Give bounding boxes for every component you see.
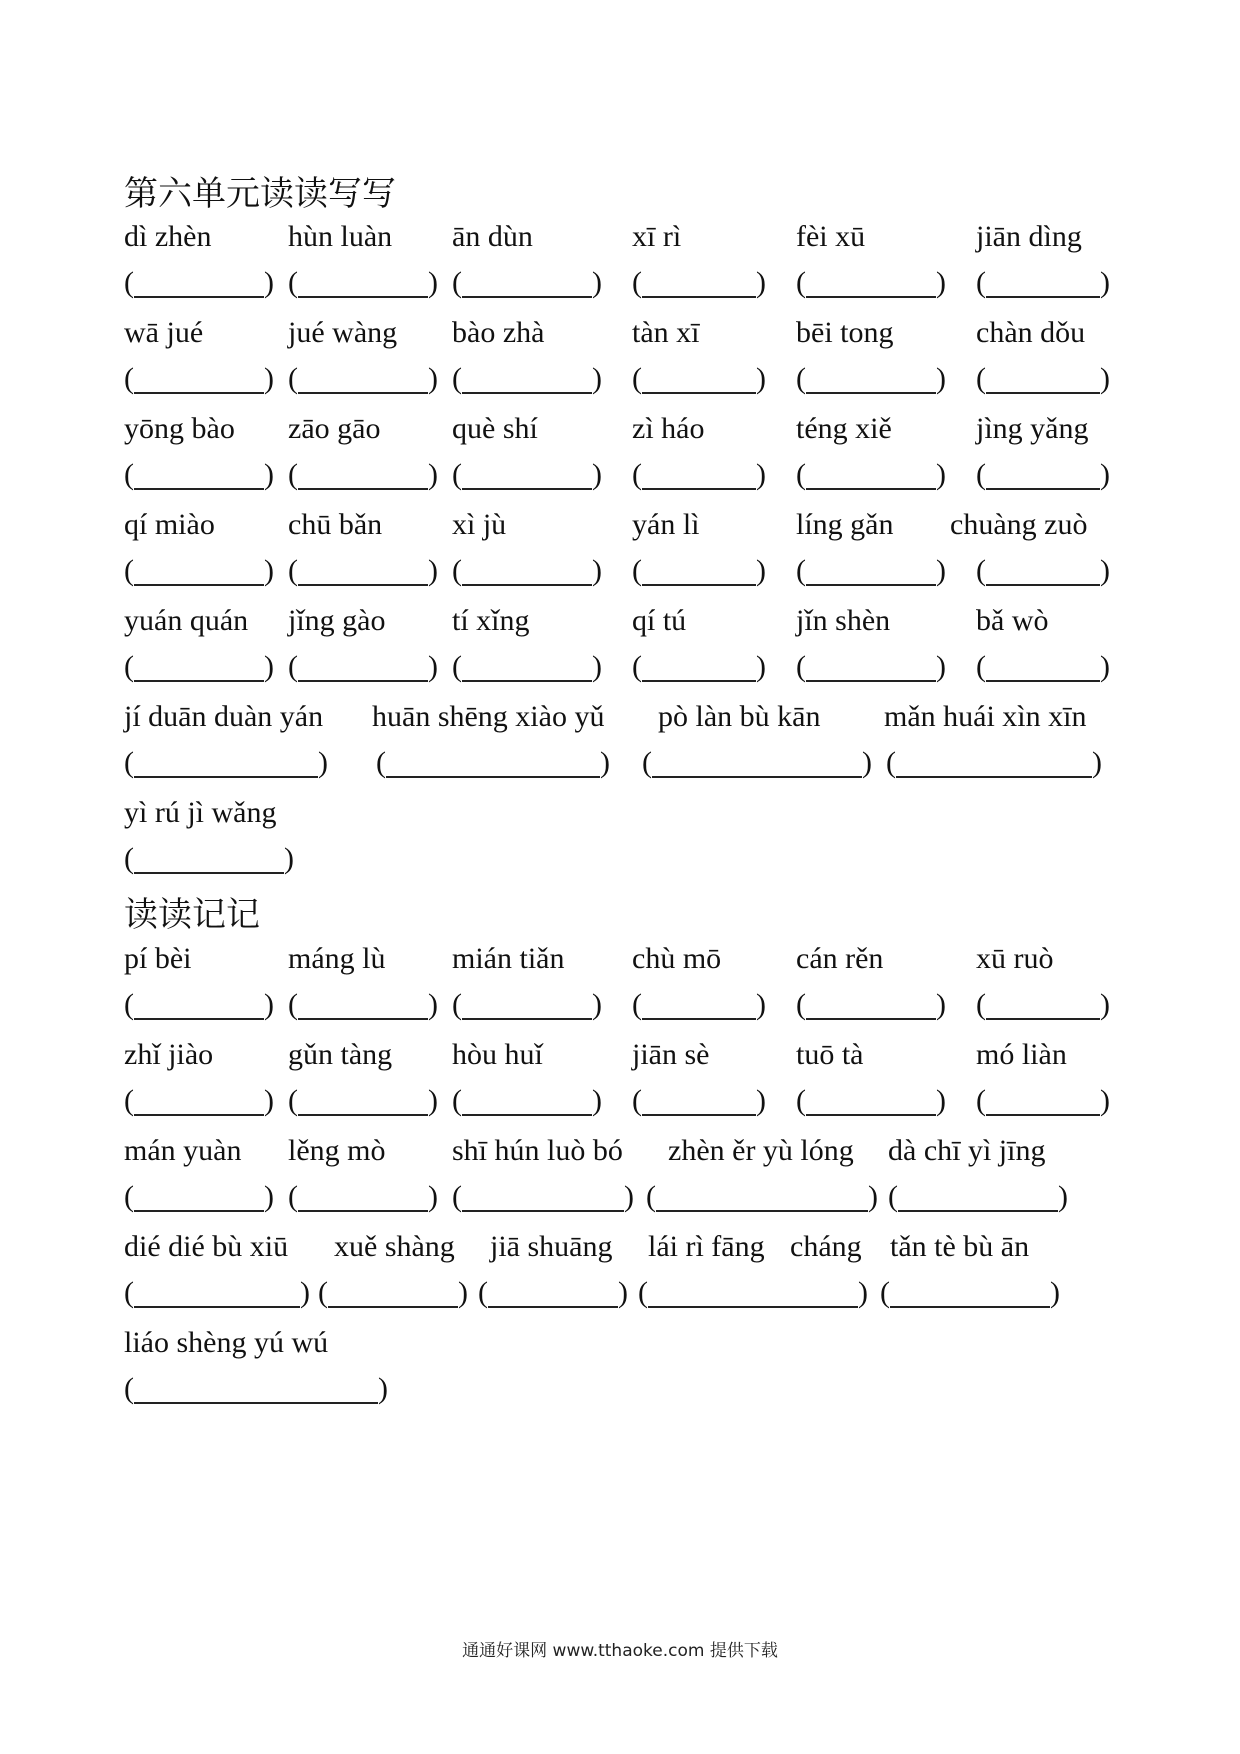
blank-line[interactable] [298,296,428,298]
blank-line[interactable] [986,584,1100,586]
pinyin-word: xì jù [452,508,507,541]
answer-blank[interactable] [124,364,274,398]
blank-line[interactable] [642,584,756,586]
blank-line[interactable] [386,776,600,778]
open-paren: ( [318,1276,328,1309]
answer-blank[interactable] [632,556,766,590]
pinyin-word: cháng [790,1230,862,1263]
blank-line[interactable] [134,680,264,682]
close-paren: ) [428,650,438,683]
answer-blank[interactable] [124,844,294,878]
open-paren: ( [124,362,134,395]
blank-line[interactable] [806,1018,936,1020]
close-paren: ) [936,554,946,587]
answer-blank[interactable] [976,460,1110,494]
close-paren: ) [1050,1276,1060,1309]
pinyin-word: jí duān duàn yán [124,700,324,733]
close-paren: ) [756,362,766,395]
close-paren: ) [936,266,946,299]
blank-line[interactable] [134,1018,264,1020]
close-paren: ) [592,458,602,491]
pinyin-word: mián tiǎn [452,942,565,975]
answer-blank[interactable] [288,652,438,686]
close-paren: ) [428,1084,438,1117]
pinyin-word: zì háo [632,412,705,445]
blank-line[interactable] [462,1018,592,1020]
open-paren: ( [124,842,134,875]
close-paren: ) [858,1276,868,1309]
open-paren: ( [638,1276,648,1309]
close-paren: ) [756,266,766,299]
open-paren: ( [288,1180,298,1213]
blank-line[interactable] [134,488,264,490]
pinyin-word: tí xǐng [452,604,530,637]
answer-blank[interactable] [288,1086,438,1120]
open-paren: ( [796,650,806,683]
open-paren: ( [124,1276,134,1309]
open-paren: ( [452,362,462,395]
answer-blank[interactable] [288,460,438,494]
close-paren: ) [264,650,274,683]
blank-line[interactable] [642,296,756,298]
close-paren: ) [1100,1084,1110,1117]
answer-blank[interactable] [124,1086,274,1120]
open-paren: ( [976,650,986,683]
open-paren: ( [288,266,298,299]
open-paren: ( [796,988,806,1021]
answer-blank[interactable] [452,364,602,398]
pinyin-word: jué wàng [288,316,398,349]
section1-title: 第六单元读读写写 [124,174,396,214]
answer-blank[interactable] [124,1374,388,1408]
blank-line[interactable] [134,1114,264,1116]
blank-line[interactable] [642,392,756,394]
open-paren: ( [124,1372,134,1405]
footer-credit: 通通好课网 www.tthaoke.com 提供下载 [462,1641,778,1661]
answer-blank[interactable] [124,460,274,494]
open-paren: ( [796,266,806,299]
blank-line[interactable] [298,488,428,490]
close-paren: ) [592,1084,602,1117]
pinyin-word: qí miào [124,508,215,541]
blank-line[interactable] [986,1018,1100,1020]
pinyin-word: zhèn ěr yù lóng [668,1134,854,1167]
answer-blank[interactable] [124,652,274,686]
pinyin-word: wā jué [124,316,204,349]
answer-blank[interactable] [796,990,946,1024]
open-paren: ( [124,650,134,683]
open-paren: ( [452,988,462,1021]
answer-blank[interactable] [452,268,602,302]
pinyin-word: xuě shàng [334,1230,455,1263]
pinyin-word: jǐng gào [288,604,386,637]
answer-blank[interactable] [124,268,274,302]
answer-blank[interactable] [976,268,1110,302]
answer-blank[interactable] [288,364,438,398]
answer-blank[interactable] [288,268,438,302]
close-paren: ) [264,362,274,395]
answer-blank[interactable] [124,990,274,1024]
close-paren: ) [264,1180,274,1213]
pinyin-word: hùn luàn [288,220,393,253]
open-paren: ( [976,362,986,395]
pinyin-word: chàn dǒu [976,316,1086,349]
blank-line[interactable] [898,1210,1058,1212]
answer-blank[interactable] [976,990,1110,1024]
blank-line[interactable] [806,680,936,682]
open-paren: ( [632,988,642,1021]
blank-line[interactable] [462,1114,592,1116]
answer-blank[interactable] [124,748,328,782]
open-paren: ( [288,650,298,683]
pinyin-word: dì zhèn [124,220,212,253]
blank-line[interactable] [642,680,756,682]
pinyin-word: tǎn tè bù ān [890,1230,1030,1263]
close-paren: ) [378,1372,388,1405]
pinyin-word: mán yuàn [124,1134,242,1167]
open-paren: ( [646,1180,656,1213]
open-paren: ( [888,1180,898,1213]
answer-blank[interactable] [796,1086,946,1120]
blank-line[interactable] [642,1018,756,1020]
close-paren: ) [756,650,766,683]
answer-blank[interactable] [632,460,766,494]
blank-line[interactable] [298,1210,428,1212]
close-paren: ) [600,746,610,779]
pinyin-word: gǔn tàng [288,1038,393,1071]
blank-line[interactable] [298,680,428,682]
pinyin-word: pò làn bù kān [658,700,821,733]
answer-blank[interactable] [976,364,1110,398]
pinyin-word: shī hún luò bó [452,1134,623,1167]
pinyin-word: què shí [452,412,538,445]
pinyin-word: xī rì [632,220,682,253]
pinyin-word: lái rì fāng [648,1230,765,1263]
blank-line[interactable] [328,1306,458,1308]
open-paren: ( [288,988,298,1021]
open-paren: ( [288,1084,298,1117]
blank-line[interactable] [986,1114,1100,1116]
close-paren: ) [428,458,438,491]
open-paren: ( [452,1084,462,1117]
open-paren: ( [452,650,462,683]
pinyin-word: tàn xī [632,316,700,349]
answer-blank[interactable] [288,990,438,1024]
close-paren: ) [264,1084,274,1117]
blank-line[interactable] [896,776,1092,778]
answer-blank[interactable] [452,990,602,1024]
pinyin-word: yì rú jì wǎng [124,796,277,829]
blank-line[interactable] [462,680,592,682]
answer-blank[interactable] [632,364,766,398]
pinyin-word: pí bèi [124,942,192,975]
blank-line[interactable] [986,680,1100,682]
open-paren: ( [642,746,652,779]
answer-blank[interactable] [452,1086,602,1120]
close-paren: ) [318,746,328,779]
open-paren: ( [478,1276,488,1309]
open-paren: ( [124,746,134,779]
close-paren: ) [936,1084,946,1117]
close-paren: ) [428,362,438,395]
close-paren: ) [1100,362,1110,395]
pinyin-word: zhǐ jiào [124,1038,214,1071]
close-paren: ) [264,266,274,299]
close-paren: ) [936,458,946,491]
blank-line[interactable] [134,1210,264,1212]
answer-blank[interactable] [452,652,602,686]
close-paren: ) [756,1084,766,1117]
section2-title: 读读记记 [124,895,260,935]
answer-blank[interactable] [288,1182,438,1216]
pinyin-word: fèi xū [796,220,866,253]
close-paren: ) [1100,650,1110,683]
close-paren: ) [756,988,766,1021]
blank-line[interactable] [488,1306,618,1308]
answer-blank[interactable] [796,460,946,494]
answer-blank[interactable] [478,1278,628,1312]
pinyin-word: jìng yǎng [976,412,1089,445]
answer-blank[interactable] [976,556,1110,590]
blank-line[interactable] [298,584,428,586]
answer-blank[interactable] [796,364,946,398]
open-paren: ( [288,554,298,587]
blank-line[interactable] [656,1210,868,1212]
close-paren: ) [1100,554,1110,587]
open-paren: ( [124,266,134,299]
answer-blank[interactable] [638,1278,868,1312]
pinyin-word: dié dié bù xiū [124,1230,289,1263]
blank-line[interactable] [134,296,264,298]
close-paren: ) [756,458,766,491]
close-paren: ) [624,1180,634,1213]
close-paren: ) [618,1276,628,1309]
blank-line[interactable] [462,1210,624,1212]
close-paren: ) [428,554,438,587]
pinyin-word: xū ruò [976,942,1054,975]
answer-blank[interactable] [452,460,602,494]
close-paren: ) [1100,266,1110,299]
close-paren: ) [936,988,946,1021]
pinyin-word: mǎn huái xìn xīn [884,700,1087,733]
close-paren: ) [264,554,274,587]
blank-line[interactable] [298,392,428,394]
answer-blank[interactable] [886,748,1102,782]
blank-line[interactable] [134,872,284,874]
pinyin-word: zāo gāo [288,412,381,445]
open-paren: ( [796,458,806,491]
pinyin-word: hòu huǐ [452,1038,543,1071]
pinyin-word: jiān dìng [976,220,1082,253]
pinyin-word: yán lì [632,508,700,541]
pinyin-word: bēi tong [796,316,894,349]
pinyin-word: ān dùn [452,220,533,253]
blank-line[interactable] [134,776,318,778]
answer-blank[interactable] [632,1086,766,1120]
answer-blank[interactable] [976,1086,1110,1120]
open-paren: ( [124,458,134,491]
open-paren: ( [632,362,642,395]
pinyin-word: cán rěn [796,942,884,975]
pinyin-word: tuō tà [796,1038,864,1071]
close-paren: ) [862,746,872,779]
open-paren: ( [632,1084,642,1117]
pinyin-word: bào zhà [452,316,545,349]
close-paren: ) [428,988,438,1021]
pinyin-word: qí tú [632,604,687,637]
blank-line[interactable] [134,392,264,394]
open-paren: ( [976,554,986,587]
blank-line[interactable] [134,584,264,586]
blank-line[interactable] [890,1306,1050,1308]
blank-line[interactable] [806,584,936,586]
open-paren: ( [452,554,462,587]
open-paren: ( [632,266,642,299]
pinyin-word: téng xiě [796,412,892,445]
answer-blank[interactable] [376,748,610,782]
pinyin-word: chū bǎn [288,508,383,541]
answer-blank[interactable] [796,652,946,686]
open-paren: ( [124,988,134,1021]
open-paren: ( [796,362,806,395]
close-paren: ) [300,1276,310,1309]
answer-blank[interactable] [796,556,946,590]
open-paren: ( [376,746,386,779]
close-paren: ) [1092,746,1102,779]
open-paren: ( [880,1276,890,1309]
open-paren: ( [452,266,462,299]
blank-line[interactable] [806,488,936,490]
close-paren: ) [428,1180,438,1213]
answer-blank[interactable] [642,748,872,782]
answer-blank[interactable] [632,990,766,1024]
pinyin-word: bǎ wò [976,604,1049,637]
pinyin-word: jiān sè [632,1038,710,1071]
answer-blank[interactable] [632,268,766,302]
pinyin-word: líng gǎn [796,508,894,541]
answer-blank[interactable] [888,1182,1068,1216]
answer-blank[interactable] [452,556,602,590]
open-paren: ( [452,458,462,491]
pinyin-word: yōng bào [124,412,235,445]
answer-blank[interactable] [452,1182,634,1216]
close-paren: ) [756,554,766,587]
open-paren: ( [288,362,298,395]
blank-line[interactable] [462,488,592,490]
close-paren: ) [264,988,274,1021]
blank-line[interactable] [462,584,592,586]
pinyin-word: huān shēng xiào yǔ [372,700,605,733]
answer-blank[interactable] [632,652,766,686]
open-paren: ( [124,1084,134,1117]
close-paren: ) [458,1276,468,1309]
pinyin-word: chuàng zuò [950,508,1088,541]
open-paren: ( [632,458,642,491]
open-paren: ( [976,1084,986,1117]
blank-line[interactable] [648,1306,858,1308]
open-paren: ( [976,458,986,491]
pinyin-word: yuán quán [124,604,249,637]
answer-blank[interactable] [124,1278,310,1312]
close-paren: ) [284,842,294,875]
answer-blank[interactable] [880,1278,1060,1312]
open-paren: ( [288,458,298,491]
open-paren: ( [632,554,642,587]
blank-line[interactable] [806,392,936,394]
blank-line[interactable] [806,1114,936,1116]
blank-line[interactable] [806,296,936,298]
blank-line[interactable] [986,296,1100,298]
close-paren: ) [1100,988,1110,1021]
open-paren: ( [452,1180,462,1213]
open-paren: ( [976,266,986,299]
blank-line[interactable] [134,1306,300,1308]
answer-blank[interactable] [124,1182,274,1216]
pinyin-word: lěng mò [288,1134,386,1167]
pinyin-word: mó liàn [976,1038,1067,1071]
pinyin-word: jiā shuāng [490,1230,613,1263]
close-paren: ) [592,650,602,683]
blank-line[interactable] [652,776,862,778]
blank-line[interactable] [298,1018,428,1020]
close-paren: ) [936,650,946,683]
answer-blank[interactable] [796,268,946,302]
pinyin-word: jǐn shèn [796,604,891,637]
pinyin-word: chù mō [632,942,722,975]
close-paren: ) [264,458,274,491]
blank-line[interactable] [642,1114,756,1116]
answer-blank[interactable] [124,556,274,590]
open-paren: ( [124,1180,134,1213]
blank-line[interactable] [462,392,592,394]
open-paren: ( [796,554,806,587]
answer-blank[interactable] [976,652,1110,686]
close-paren: ) [592,266,602,299]
answer-blank[interactable] [288,556,438,590]
blank-line[interactable] [986,488,1100,490]
open-paren: ( [976,988,986,1021]
pinyin-word: máng lù [288,942,386,975]
answer-blank[interactable] [318,1278,468,1312]
open-paren: ( [632,650,642,683]
blank-line[interactable] [298,1114,428,1116]
close-paren: ) [592,362,602,395]
close-paren: ) [592,988,602,1021]
open-paren: ( [796,1084,806,1117]
pinyin-word: dà chī yì jīng [888,1134,1046,1167]
open-paren: ( [886,746,896,779]
close-paren: ) [936,362,946,395]
blank-line[interactable] [642,488,756,490]
blank-line[interactable] [134,1402,378,1404]
close-paren: ) [592,554,602,587]
blank-line[interactable] [462,296,592,298]
answer-blank[interactable] [646,1182,878,1216]
close-paren: ) [1058,1180,1068,1213]
close-paren: ) [1100,458,1110,491]
open-paren: ( [124,554,134,587]
close-paren: ) [428,266,438,299]
blank-line[interactable] [986,392,1100,394]
pinyin-word: liáo shèng yú wú [124,1326,329,1359]
close-paren: ) [868,1180,878,1213]
